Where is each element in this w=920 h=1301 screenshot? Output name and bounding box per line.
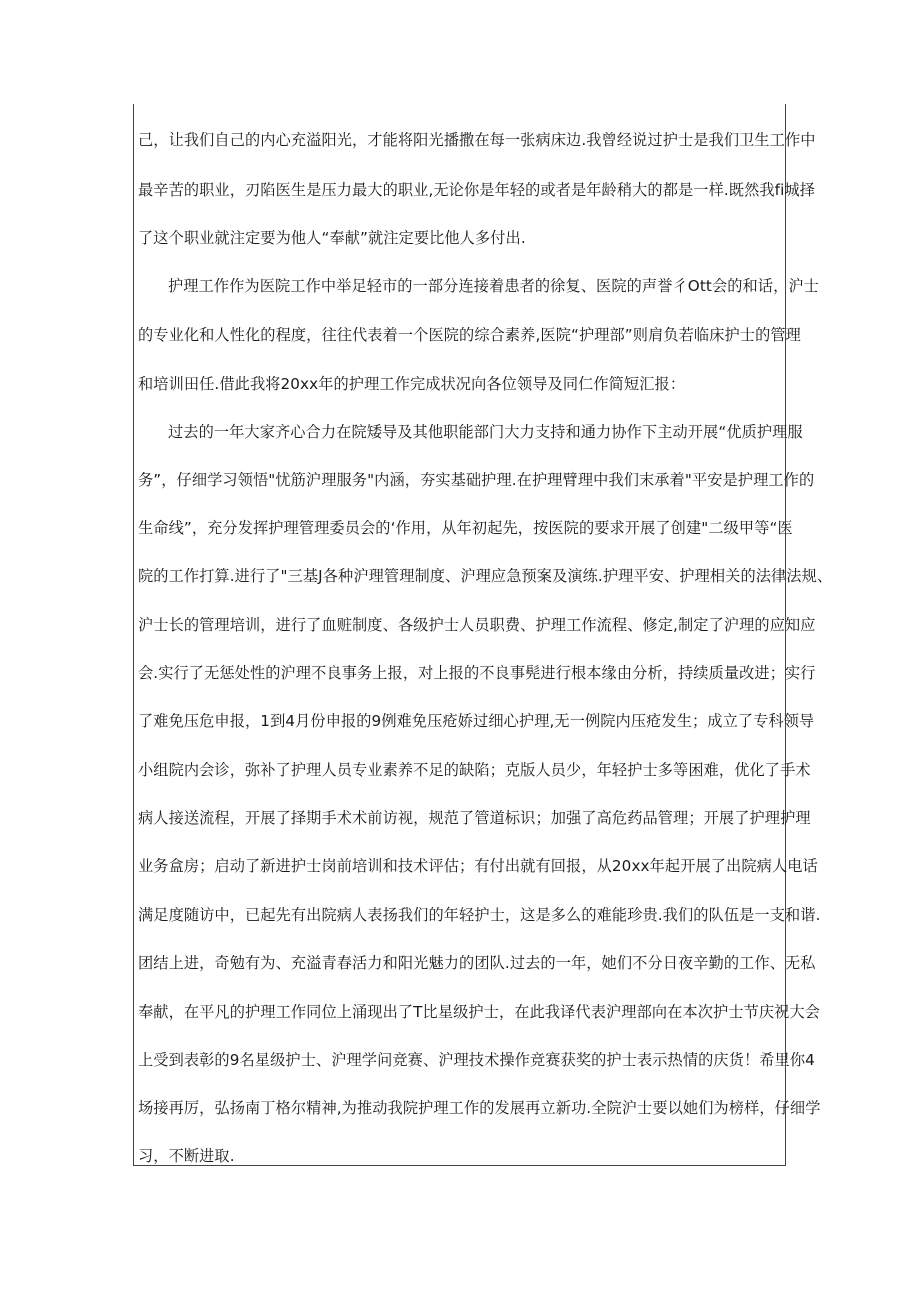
text-line: 和培训田任.借此我将20xx年的护理工作完成状况向各位领导及同仁作简短汇报： <box>138 375 686 393</box>
text-line: 奉献，在平凡的护理工作同位上涌现出了T比星级护士，在此我译代表沪理部向在本次护士节庆祝大会 <box>138 1003 821 1021</box>
text-line: 生命线”，充分发挥护理管理委员会的‘作用，从年初起先，按医院的要求开展了创建"二级甲等“医 <box>138 519 793 537</box>
text-line: 的专业化和人性化的程度，往往代表着一个医院的综合素养,医院“护理部”则肩负若临床护士的管理 <box>138 326 801 344</box>
text-line: 业务盒房；启动了新进护士岗前培训和技术评估；有付出就有回报，从20xx年起开展了出院病人电话 <box>138 857 818 875</box>
text-line: 满足度随访中，已起先有出院病人表扬我们的年轻护士，这是多么的难能珍贵.我们的队伍是一支和谐. <box>138 906 821 924</box>
text-line: 己，让我们自己的内心充溢阳光，才能将阳光播撒在每一张病床边.我曾经说过护士是我们卫生工作中 <box>138 131 816 149</box>
text-line: 院的工作打算.进行了"三基J各种沪理管理制度、沪理应急预案及演练.护理平安、护理相关的法律法规、 <box>138 567 833 585</box>
text-line: 了难免压危申报，1到4月份申报的9例难免压疮娇过细心护理,无一例院内压疮发生；成立了专科领导 <box>138 712 815 730</box>
text-line: 病人接送流程，开展了择期手术术前访视，规范了管道标识；加强了高危药品管理；开展了护理护理 <box>138 809 811 827</box>
text-line: 会.实行了无惩处性的沪理不良事务上报，对上报的不良事髡进行根本缘由分析，持续质量改进；实行 <box>138 664 816 682</box>
document-page <box>133 104 833 1166</box>
text-line: 习，不断进取. <box>138 1147 235 1165</box>
text-line: 场接再厉，弘扬南丁格尔精神,为推动我院护理工作的发展再立新功.全院沪士要以她们为榜样，仔细学 <box>138 1099 821 1117</box>
text-line: 最辛苦的职业，刃陷医生是压力最大的职业,无论你是年轻的或者是年龄稍大的都是一样.既然我fi城择 <box>138 181 815 199</box>
text-line: 团结上进，奇勉有为、充溢青春活力和阳光魅力的团队.过去的一年，她们不分日夜辛勤的工作、无私 <box>138 954 816 972</box>
text-line: 上受到表彰的9名星级护士、沪理学问竞赛、沪理技术操作竞赛获奖的护士表示热情的庆货！希里你4 <box>138 1051 815 1069</box>
text-line: 小组院内会诊，弥补了护理人员专业素养不足的缺陷；克版人员少，年轻护士多等困难，优化了手术 <box>138 761 811 779</box>
paragraph-start-line: 过去的一年大家齐心合力在院矮导及其他职能部门大力支持和通力协作下主动开展“优质护理服 <box>168 423 803 441</box>
text-line: 了这个职业就注定要为他人“奉献”就注定要比他人多付出. <box>138 229 526 247</box>
text-line: 沪士长的管理培训，进行了血赃制度、各级护士人员职费、护理工作流程、修定,制定了沪理的应知应 <box>138 616 816 634</box>
paragraph-start-line: 护理工作作为医院工作中举足轻市的一部分连接着患者的徐复、医院的声誉彳Ott会的和话，沪士 <box>168 277 819 295</box>
text-line: 务”，仔细学习领悟"忧筋沪理服务"内涵，夯实基础护理.在护理臂理中我们末承着"平安是护理工作的 <box>138 471 815 489</box>
